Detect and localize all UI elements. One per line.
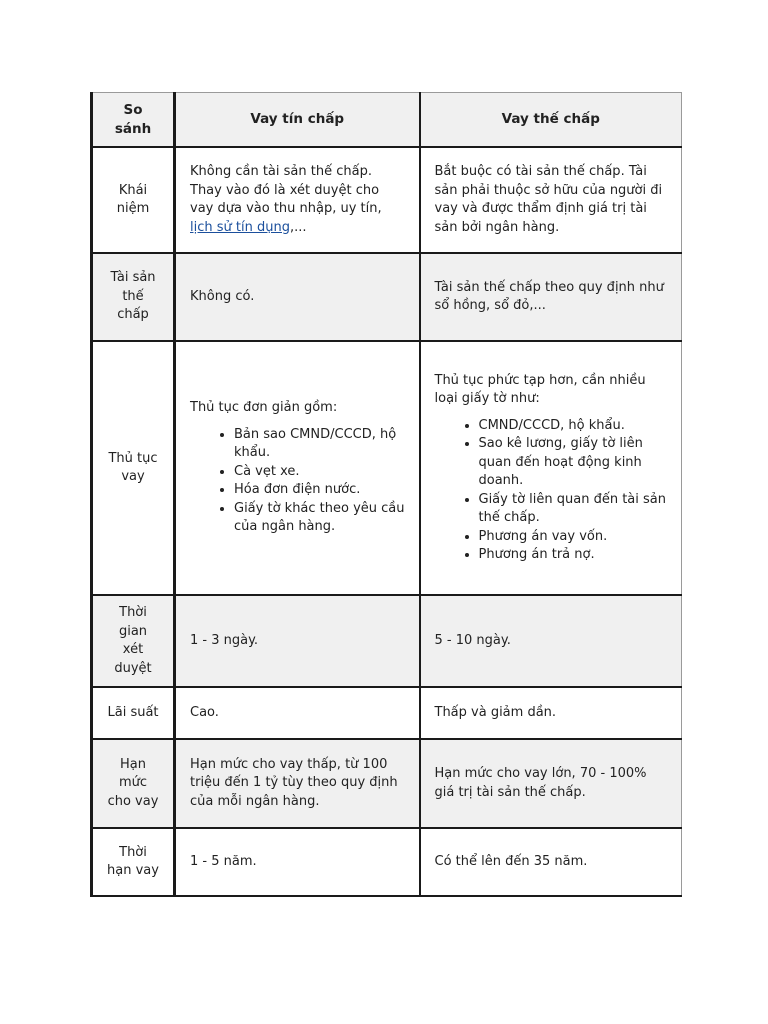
table-row	[92, 595, 682, 687]
cell-text: Không cần tài sản thế chấp. Thay vào đó là xét duyệt cho vay dựa vào thu nhập, uy tín,	[190, 164, 382, 216]
table-row	[92, 147, 682, 253]
cell-tin-chap: Hạn mức cho vay thấp, từ 100 triệu đến 1 tỷ tùy theo quy định của mỗi ngân hàng.	[175, 739, 420, 828]
procedure-list	[435, 417, 668, 565]
procedure-intro: Thủ tục đơn giản gồm:	[190, 400, 338, 416]
cell-the-chap: Có thể lên đến 35 năm.	[420, 828, 682, 896]
cell-tin-chap	[175, 341, 420, 595]
procedure-list	[190, 426, 405, 537]
cell-tin-chap: Cao.	[175, 687, 420, 739]
cell-tin-chap: 1 - 5 năm.	[175, 828, 420, 896]
list-item: • Sao kê lương, giấy tờ liên quan đến hoạt động kinh doanh.	[479, 435, 668, 491]
list-item: • Giấy tờ liên quan đến tài sản thế chấp.	[479, 491, 668, 528]
cell-tin-chap: 1 - 3 ngày.	[175, 595, 420, 687]
comparison-table	[90, 92, 682, 897]
table-row	[92, 739, 682, 828]
row-label: Hạn mức cho vay	[92, 739, 175, 828]
table-row	[92, 687, 682, 739]
list-item: • Phương án trả nợ.	[479, 546, 668, 565]
header-so-sanh: So sánh	[92, 93, 175, 148]
credit-history-link[interactable]: lịch sử tín dụng	[190, 219, 290, 235]
procedure-intro: Thủ tục phức tạp hơn, cần nhiều loại giấy tờ như:	[434, 372, 646, 406]
row-label: Thời hạn vay	[92, 828, 175, 896]
cell-the-chap: Thấp và giảm dần.	[420, 687, 682, 739]
table-row	[92, 253, 682, 341]
cell-the-chap	[420, 341, 682, 595]
list-item: • Cà vẹt xe.	[234, 463, 405, 482]
cell-tin-chap: Không có.	[175, 253, 420, 341]
list-item: • Hóa đơn điện nước.	[234, 481, 405, 500]
list-item: • Giấy tờ khác theo yêu cầu của ngân hàng.	[234, 500, 405, 537]
header-vay-the-chap: Vay thế chấp	[420, 93, 682, 148]
table-row	[92, 828, 682, 896]
cell-tin-chap	[175, 147, 420, 253]
row-label: Lãi suất	[92, 687, 175, 739]
table-header-row	[92, 93, 682, 148]
cell-the-chap: 5 - 10 ngày.	[420, 595, 682, 687]
list-item: • Phương án vay vốn.	[479, 528, 668, 547]
list-item: • Bản sao CMND/CCCD, hộ khẩu.	[234, 426, 405, 463]
row-label: Khái niệm	[92, 147, 175, 253]
table-row	[92, 341, 682, 595]
row-label: Thời gian xét duyệt	[92, 595, 175, 687]
cell-the-chap: Bắt buộc có tài sản thế chấp. Tài sản phải thuộc sở hữu của người đi vay và được thẩm định giá trị tài sản bởi ngân hàng.	[420, 147, 682, 253]
cell-text-suffix: ,...	[289, 219, 307, 235]
row-label: Tài sản thế chấp	[92, 253, 175, 341]
cell-the-chap: Hạn mức cho vay lớn, 70 - 100% giá trị tài sản thế chấp.	[420, 739, 682, 828]
cell-the-chap: Tài sản thế chấp theo quy định như sổ hồng, sổ đỏ,...	[420, 253, 682, 341]
row-label: Thủ tục vay	[92, 341, 175, 595]
list-item: • CMND/CCCD, hộ khẩu.	[479, 417, 668, 436]
header-vay-tin-chap: Vay tín chấp	[175, 93, 420, 148]
